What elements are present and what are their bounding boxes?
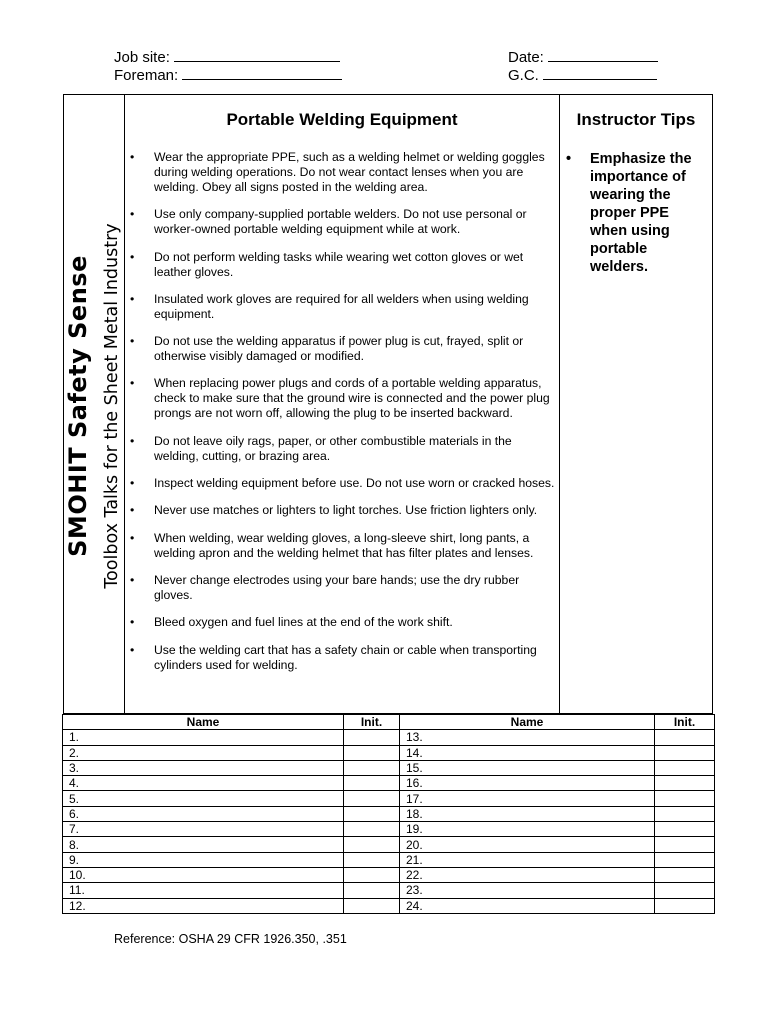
table-row — [63, 791, 715, 806]
bullet-item — [130, 573, 555, 603]
bullet-dot-icon: • — [130, 376, 135, 391]
bullet-text: Insulated work gloves are required for all welders when using welding equipment. — [154, 291, 529, 321]
bullet-text: Never use matches or lighters to light torches. Use friction lighters only. — [154, 503, 538, 518]
table-row — [63, 776, 715, 791]
init-cell[interactable] — [344, 883, 400, 898]
name-cell[interactable]: 17. — [400, 791, 655, 806]
name-cell[interactable]: 12. — [63, 898, 344, 913]
gc-label: G.C. — [508, 67, 539, 84]
bullet-text: Do not use the welding apparatus if power plug is cut, frayed, split or otherwise visibly damaged or modified. — [154, 334, 524, 364]
bullet-item — [130, 643, 555, 673]
bullet-dot-icon: • — [130, 642, 135, 657]
bullet-text: When replacing power plugs and cords of a portable welding apparatus, check to make sure that the ground wire is connected and the power plug prongs are not worn off, allowing the plug to be inserted backward. — [154, 376, 550, 421]
sidebar — [64, 95, 125, 713]
gc-field — [508, 66, 657, 85]
init-cell[interactable] — [655, 730, 715, 745]
bullet-dot-icon: • — [130, 615, 135, 630]
safety-bullet-list — [130, 150, 555, 685]
content-panel — [125, 95, 560, 713]
job-site-blank[interactable] — [174, 48, 340, 62]
bullet-item — [130, 503, 555, 518]
bullet-text: When welding, wear welding gloves, a long-sleeve shirt, long pants, a welding apron and the welding helmet that has filter plates and lenses. — [154, 530, 534, 560]
init-cell[interactable] — [655, 867, 715, 882]
job-site-field — [114, 48, 340, 67]
init-cell[interactable] — [655, 791, 715, 806]
bullet-text: Bleed oxygen and fuel lines at the end of the work shift. — [154, 615, 453, 630]
name-cell[interactable]: 4. — [63, 776, 344, 791]
table-row — [63, 822, 715, 837]
init-cell[interactable] — [655, 837, 715, 852]
name-column-header: Name — [400, 715, 655, 730]
name-cell[interactable]: 21. — [400, 852, 655, 867]
name-cell[interactable]: 15. — [400, 760, 655, 775]
init-cell[interactable] — [344, 837, 400, 852]
init-cell[interactable] — [655, 822, 715, 837]
init-cell[interactable] — [344, 791, 400, 806]
bullet-text: Do not perform welding tasks while wearing wet cotton gloves or wet leather gloves. — [154, 249, 524, 279]
job-site-label: Job site: — [114, 49, 170, 66]
tip-text: Emphasize the importance of wearing the proper PPE when using portable welders. — [590, 151, 692, 275]
bullet-item — [130, 150, 555, 195]
bullet-dot-icon: • — [130, 249, 135, 264]
bullet-item — [130, 292, 555, 322]
name-cell[interactable]: 7. — [63, 822, 344, 837]
bullet-text: Inspect welding equipment before use. Do not use worn or cracked hoses. — [154, 476, 555, 491]
init-cell[interactable] — [344, 852, 400, 867]
name-cell[interactable]: 23. — [400, 883, 655, 898]
foreman-blank[interactable] — [182, 66, 342, 80]
table-row — [63, 852, 715, 867]
name-cell[interactable]: 16. — [400, 776, 655, 791]
table-row — [63, 730, 715, 745]
name-cell[interactable]: 14. — [400, 745, 655, 760]
name-cell[interactable]: 22. — [400, 867, 655, 882]
foreman-label: Foreman: — [114, 67, 179, 84]
instructor-tips-panel — [560, 95, 712, 713]
page-title: Portable Welding Equipment — [226, 110, 458, 129]
init-column-header: Init. — [655, 715, 715, 730]
name-cell[interactable]: 11. — [63, 883, 344, 898]
init-cell[interactable] — [655, 745, 715, 760]
init-column-header: Init. — [344, 715, 400, 730]
name-cell[interactable]: 8. — [63, 837, 344, 852]
bullet-item — [130, 376, 555, 421]
bullet-text: Do not leave oily rags, paper, or other combustible materials in the welding, cutting, or brazing area. — [154, 433, 512, 463]
main-box — [63, 94, 713, 714]
init-cell[interactable] — [344, 760, 400, 775]
bullet-item — [130, 334, 555, 364]
name-cell[interactable]: 6. — [63, 806, 344, 821]
bullet-dot-icon: • — [130, 530, 135, 545]
init-cell[interactable] — [655, 776, 715, 791]
name-cell[interactable]: 24. — [400, 898, 655, 913]
bullet-dot-icon: • — [130, 433, 135, 448]
bullet-dot-icon: • — [130, 207, 135, 222]
bullet-text: Use the welding cart that has a safety chain or cable when transporting cylinders used for welding. — [154, 642, 537, 672]
table-row — [63, 867, 715, 882]
bullet-dot-icon: • — [130, 291, 135, 306]
instructor-tips-title: Instructor Tips — [576, 110, 696, 129]
date-field — [508, 48, 658, 67]
name-cell[interactable]: 10. — [63, 867, 344, 882]
init-cell[interactable] — [344, 806, 400, 821]
instructor-tips-list — [566, 150, 706, 276]
bullet-text: Wear the appropriate PPE, such as a welding helmet or welding goggles during welding operations. Do not wear contact lenses when you are welding. Obey all signs posted in the welding area. — [154, 150, 545, 194]
bullet-item — [130, 476, 555, 491]
init-cell[interactable] — [655, 852, 715, 867]
table-row — [63, 745, 715, 760]
bullet-item — [130, 207, 555, 237]
init-cell[interactable] — [655, 898, 715, 913]
table-row — [63, 883, 715, 898]
bullet-text: Never change electrodes using your bare hands; use the dry rubber gloves. — [154, 572, 520, 602]
sign-in-header-row — [63, 715, 715, 730]
bullet-dot-icon: • — [130, 572, 135, 587]
init-cell[interactable] — [655, 883, 715, 898]
sidebar-subtitle: Toolbox Talks for the Sheet Metal Industry — [102, 223, 122, 589]
table-row — [63, 760, 715, 775]
bullet-dot-icon: • — [130, 503, 135, 518]
table-row — [63, 837, 715, 852]
name-cell[interactable]: 19. — [400, 822, 655, 837]
bullet-dot-icon: • — [130, 150, 135, 164]
gc-blank[interactable] — [543, 66, 657, 80]
name-cell[interactable]: 18. — [400, 806, 655, 821]
bullet-item — [130, 615, 555, 630]
bullet-dot-icon: • — [130, 334, 135, 349]
reference-note: Reference: OSHA 29 CFR 1926.350, .351 — [114, 932, 347, 946]
bullet-item — [130, 250, 555, 280]
date-blank[interactable] — [548, 48, 658, 62]
date-label: Date: — [508, 49, 544, 66]
bullet-text: Use only company-supplied portable welders. Do not use personal or worker-owned portable welding equipment while at work. — [154, 207, 527, 237]
name-cell[interactable]: 1. — [63, 730, 344, 745]
bullet-item — [130, 434, 555, 464]
table-row — [63, 806, 715, 821]
name-cell[interactable]: 2. — [63, 745, 344, 760]
init-cell[interactable] — [344, 867, 400, 882]
bullet-item — [130, 531, 555, 561]
init-cell[interactable] — [344, 898, 400, 913]
init-cell[interactable] — [344, 745, 400, 760]
name-cell[interactable]: 20. — [400, 837, 655, 852]
init-cell[interactable] — [655, 806, 715, 821]
sidebar-title: SMOHIT Safety Sense — [64, 255, 92, 557]
init-cell[interactable] — [655, 760, 715, 775]
name-cell[interactable]: 13. — [400, 730, 655, 745]
bullet-dot-icon: • — [130, 476, 135, 491]
table-row — [63, 898, 715, 913]
foreman-field — [114, 66, 342, 85]
sign-in-table — [62, 714, 715, 914]
init-cell[interactable] — [344, 776, 400, 791]
init-cell[interactable] — [344, 822, 400, 837]
bullet-dot-icon: • — [566, 151, 572, 167]
tip-item — [566, 150, 706, 276]
init-cell[interactable] — [344, 730, 400, 745]
name-cell[interactable]: 3. — [63, 760, 344, 775]
name-cell[interactable]: 5. — [63, 791, 344, 806]
name-cell[interactable]: 9. — [63, 852, 344, 867]
name-column-header: Name — [63, 715, 344, 730]
